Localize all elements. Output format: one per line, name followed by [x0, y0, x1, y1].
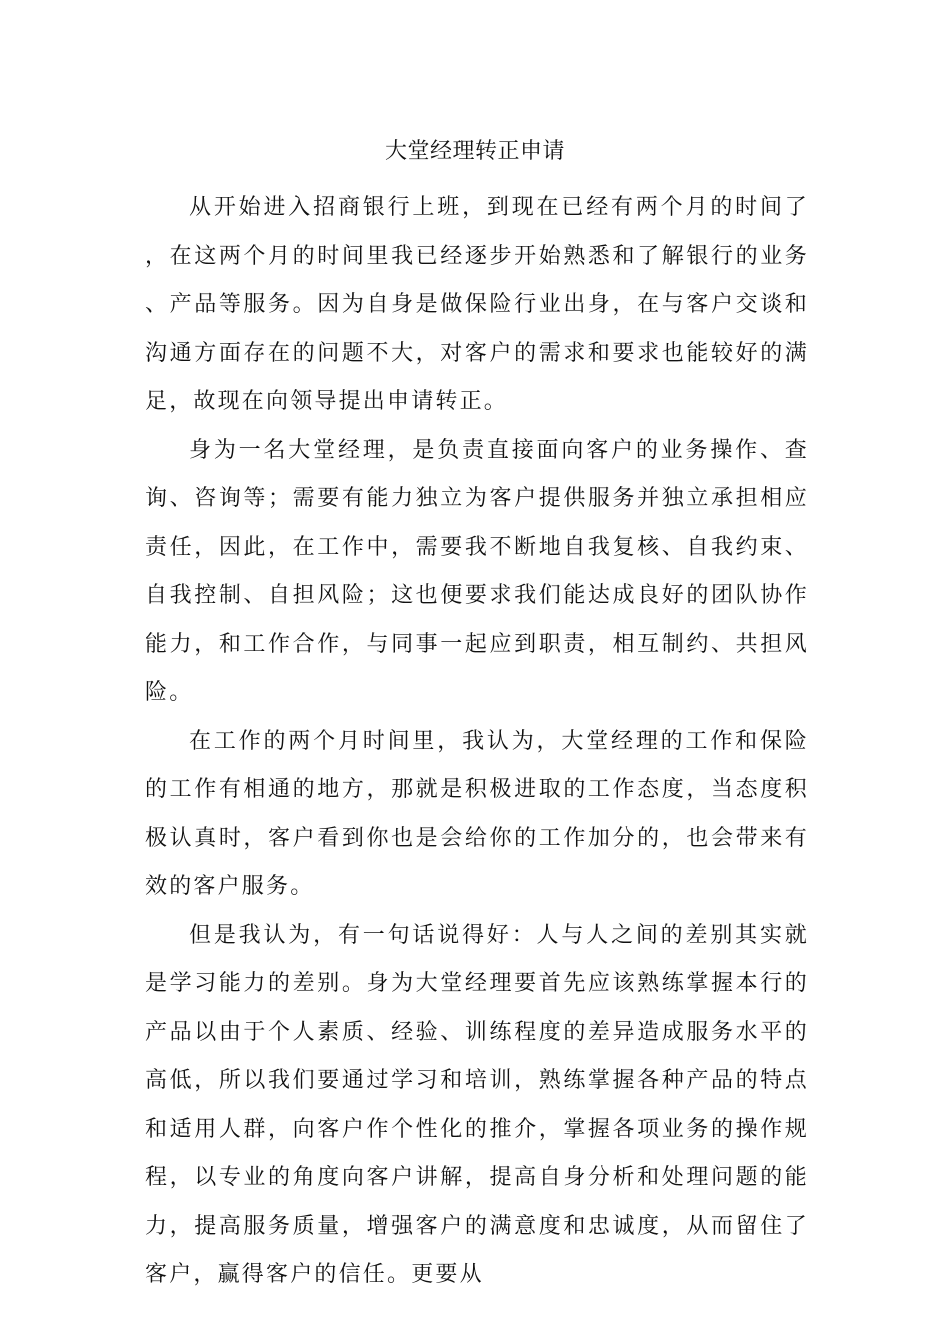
paragraph-3: 在工作的两个月时间里，我认为，大堂经理的工作和保险的工作有相通的地方，那就是积极进取的工作态度，当态度积极认真时，客户看到你也是会给你的工作加分的，也会带来有效的客户服务。 — [145, 728, 809, 899]
paragraph-4: 但是我认为，有一句话说得好：人与人之间的差别其实就是学习能力的差别。身为大堂经理要首先应该熟练掌握本行的产品以由于个人素质、经验、训练程度的差异造成服务水平的高低，所以我们要通过学习和培训，熟练掌握各种产品的特点和适用人群，向客户作个性化的推介，掌握各项业务的操作规程，以专业的角度向客户讲解，提高自身分析和处理问题的能力，提高服务质量，增强客户的满意度和忠诚度，从而留住了客户，赢得客户的信任。更要从 — [145, 922, 809, 1287]
document-title: 大堂经理转正申请 — [384, 139, 565, 164]
document-body — [145, 184, 809, 1300]
paragraph-2: 身为一名大堂经理，是负责直接面向客户的业务操作、查询、咨询等；需要有能力独立为客户提供服务并独立承担相应责任，因此，在工作中，需要我不断地自我复核、自我约束、自我控制、自担风险；这也便要求我们能达成良好的团队协作能力，和工作合作，与同事一起应到职责，相互制约、共担风险。 — [145, 437, 809, 705]
paragraph-1: 从开始进入招商银行上班，到现在已经有两个月的时间了，在这两个月的时间里我已经逐步开始熟悉和了解银行的业务、产品等服务。因为自身是做保险行业出身，在与客户交谈和沟通方面存在的问题不大，对客户的需求和要求也能较好的满足，故现在向领导提出申请转正。 — [145, 195, 809, 414]
